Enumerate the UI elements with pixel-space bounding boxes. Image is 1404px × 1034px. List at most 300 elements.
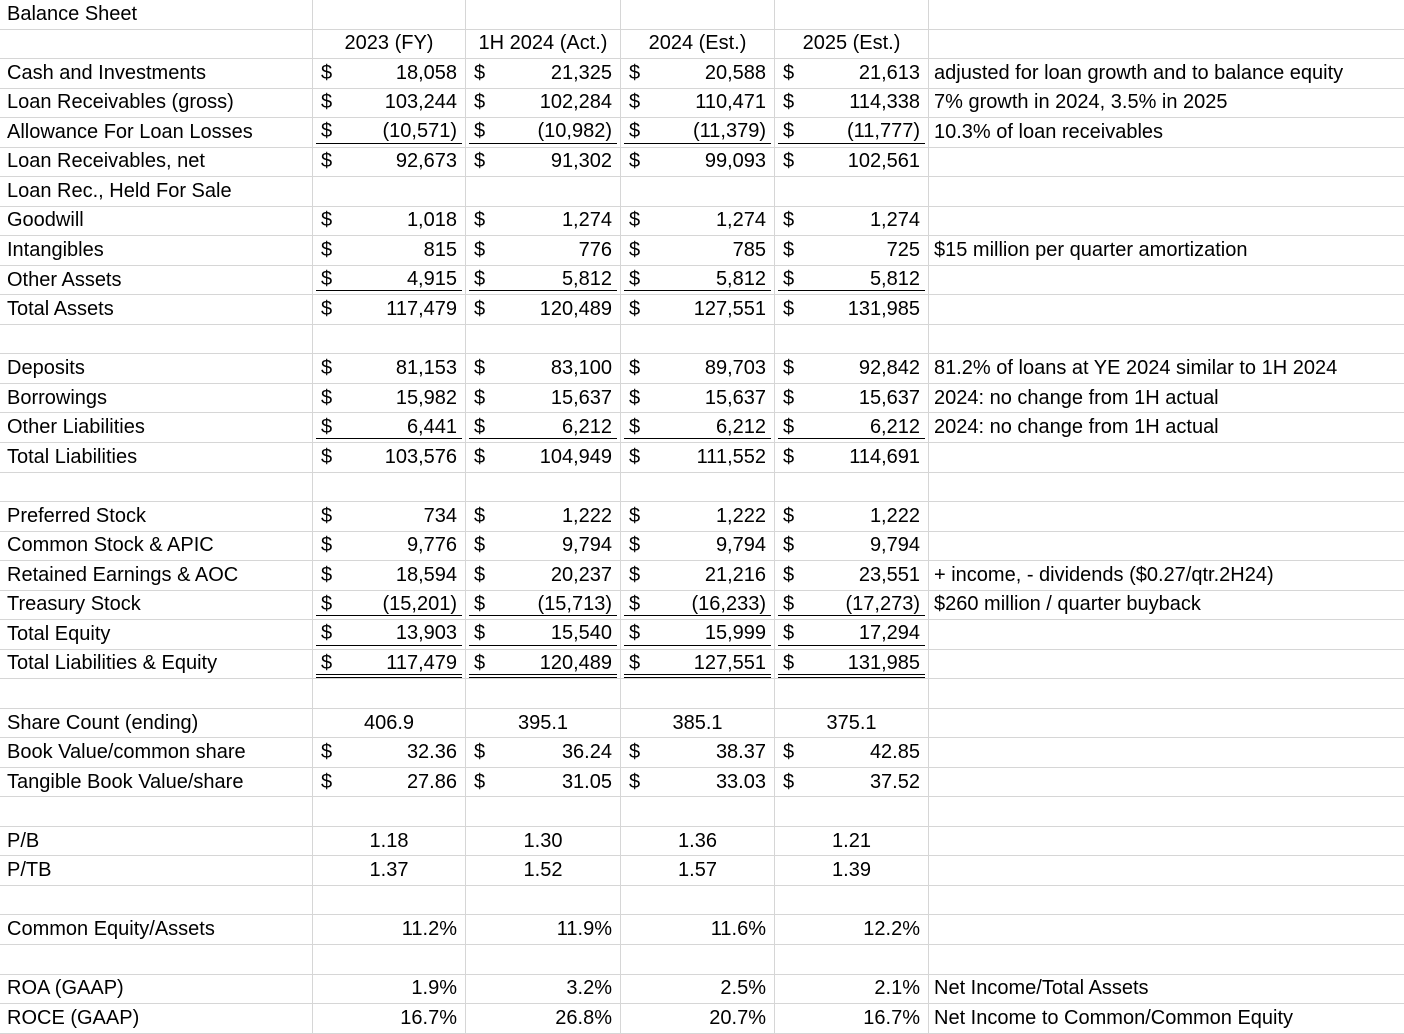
accounting-format-wrap xyxy=(624,269,771,292)
value-cell[interactable] xyxy=(466,118,621,148)
value-cell[interactable] xyxy=(466,591,621,621)
empty-cell[interactable] xyxy=(775,945,929,975)
value-cell[interactable] xyxy=(313,856,466,886)
empty-cell[interactable] xyxy=(621,325,775,355)
value-cell[interactable] xyxy=(775,738,929,768)
row-label-cell[interactable]: Allowance For Loan Losses xyxy=(0,118,313,148)
cell-value: 91,302 xyxy=(550,150,612,173)
accounting-format-wrap xyxy=(624,89,771,118)
accounting-format-wrap xyxy=(469,443,617,472)
value-cell[interactable] xyxy=(775,384,929,414)
empty-note-cell[interactable] xyxy=(929,295,1404,325)
empty-cell[interactable] xyxy=(621,473,775,503)
value-cell[interactable] xyxy=(621,591,775,621)
empty-note-cell[interactable] xyxy=(929,650,1404,680)
column-header[interactable]: 2023 (FY) xyxy=(313,30,466,60)
empty-cell[interactable] xyxy=(775,797,929,827)
value-cell[interactable] xyxy=(621,856,775,886)
value-cell[interactable] xyxy=(775,89,929,119)
value-cell[interactable] xyxy=(621,118,775,148)
empty-cell[interactable] xyxy=(775,0,929,30)
value-cell[interactable] xyxy=(621,502,775,532)
value-cell[interactable] xyxy=(313,384,466,414)
empty-label-cell[interactable] xyxy=(0,945,313,975)
value-cell[interactable] xyxy=(466,975,621,1005)
empty-cell[interactable] xyxy=(775,325,929,355)
value-cell[interactable] xyxy=(775,650,929,680)
value-cell[interactable] xyxy=(313,650,466,680)
row-label-cell[interactable]: Tangible Book Value/share xyxy=(0,768,313,798)
value-cell[interactable] xyxy=(621,561,775,591)
empty-cell[interactable] xyxy=(313,945,466,975)
empty-note-cell[interactable] xyxy=(929,886,1404,916)
accounting-format-wrap xyxy=(469,561,617,590)
value-cell[interactable] xyxy=(775,295,929,325)
sheet-title-cell[interactable]: Balance Sheet xyxy=(0,0,313,30)
dollar-sign: $ xyxy=(321,239,333,262)
row-label-cell[interactable]: Total Equity xyxy=(0,620,313,650)
accounting-format-wrap xyxy=(316,532,462,561)
empty-cell[interactable] xyxy=(621,0,775,30)
note-cell[interactable]: 2024: no change from 1H actual xyxy=(929,384,1404,414)
column-header[interactable]: 1H 2024 (Act.) xyxy=(466,30,621,60)
accounting-format-wrap xyxy=(469,295,617,324)
accounting-format-wrap xyxy=(624,768,771,797)
cell-value: 102,561 xyxy=(847,150,920,173)
value-cell[interactable] xyxy=(466,738,621,768)
accounting-format-wrap xyxy=(624,594,771,617)
value-cell[interactable] xyxy=(775,1004,929,1034)
value-cell[interactable] xyxy=(775,591,929,621)
value-cell[interactable] xyxy=(466,443,621,473)
row-label-cell[interactable]: Preferred Stock xyxy=(0,502,313,532)
cell-value: (11,379) xyxy=(692,120,766,143)
cell-value: 32.36 xyxy=(406,741,457,764)
cell-value: 1.21 xyxy=(832,829,871,852)
cell-value: 20,237 xyxy=(550,563,612,586)
value-cell[interactable] xyxy=(313,148,466,178)
dollar-sign: $ xyxy=(321,386,333,409)
empty-cell[interactable] xyxy=(466,325,621,355)
empty-cell[interactable] xyxy=(621,945,775,975)
dollar-sign: $ xyxy=(321,298,333,321)
value-cell[interactable] xyxy=(313,59,466,89)
value-cell[interactable] xyxy=(621,443,775,473)
cell-value: 38.37 xyxy=(715,741,766,764)
empty-cell[interactable] xyxy=(0,30,313,60)
value-cell[interactable] xyxy=(466,532,621,562)
row-label-cell[interactable]: Total Liabilities xyxy=(0,443,313,473)
empty-note-cell[interactable] xyxy=(929,148,1404,178)
cell-value: 9,794 xyxy=(715,534,766,557)
value-cell[interactable] xyxy=(621,620,775,650)
row-label-cell[interactable]: Book Value/common share xyxy=(0,738,313,768)
value-cell[interactable] xyxy=(466,89,621,119)
note-cell[interactable]: 81.2% of loans at YE 2024 similar to 1H 2024 xyxy=(929,354,1404,384)
accounting-format-wrap xyxy=(316,236,462,265)
cell-value: 5,812 xyxy=(869,268,920,291)
row-label-cell[interactable]: Deposits xyxy=(0,354,313,384)
accounting-format-wrap xyxy=(778,416,925,439)
empty-note-cell[interactable] xyxy=(929,827,1404,857)
empty-note-cell[interactable] xyxy=(929,738,1404,768)
cell-value: 16.7% xyxy=(863,1006,920,1029)
value-cell[interactable] xyxy=(621,177,775,207)
value-cell[interactable] xyxy=(466,709,621,739)
row-label-cell[interactable]: ROA (GAAP) xyxy=(0,975,313,1005)
accounting-format-wrap xyxy=(624,443,771,472)
value-cell[interactable] xyxy=(466,768,621,798)
accounting-format-wrap xyxy=(316,594,462,617)
cell-value: 99,093 xyxy=(704,150,766,173)
value-cell[interactable] xyxy=(621,915,775,945)
accounting-format-wrap xyxy=(469,653,617,676)
empty-note-cell[interactable] xyxy=(929,797,1404,827)
empty-cell[interactable] xyxy=(313,679,466,709)
accounting-format-wrap xyxy=(316,502,462,531)
value-cell[interactable] xyxy=(313,354,466,384)
empty-note-cell[interactable] xyxy=(929,768,1404,798)
value-cell[interactable] xyxy=(621,413,775,443)
value-cell[interactable] xyxy=(313,709,466,739)
dollar-sign: $ xyxy=(629,504,641,527)
value-cell[interactable] xyxy=(621,148,775,178)
row-label-cell[interactable]: Loan Receivables, net xyxy=(0,148,313,178)
value-cell[interactable] xyxy=(466,1004,621,1034)
value-cell[interactable] xyxy=(775,502,929,532)
accounting-format-wrap xyxy=(778,207,925,236)
empty-cell[interactable] xyxy=(466,945,621,975)
row-label-cell[interactable]: Common Stock & APIC xyxy=(0,532,313,562)
empty-note-cell[interactable] xyxy=(929,915,1404,945)
empty-note-cell[interactable] xyxy=(929,266,1404,296)
row-label-cell[interactable]: ROCE (GAAP) xyxy=(0,1004,313,1034)
accounting-format-wrap xyxy=(469,59,617,88)
accounting-format-wrap xyxy=(316,384,462,413)
empty-cell[interactable] xyxy=(775,473,929,503)
value-cell[interactable] xyxy=(313,295,466,325)
cell-value: 1,018 xyxy=(406,209,457,232)
value-cell[interactable] xyxy=(313,532,466,562)
empty-cell[interactable] xyxy=(466,473,621,503)
value-cell[interactable] xyxy=(775,354,929,384)
accounting-format-wrap xyxy=(469,121,617,144)
value-cell[interactable] xyxy=(313,915,466,945)
cell-value: 11.6% xyxy=(710,918,766,941)
empty-note-cell[interactable] xyxy=(929,532,1404,562)
value-cell[interactable] xyxy=(313,827,466,857)
value-cell[interactable] xyxy=(775,915,929,945)
value-cell[interactable] xyxy=(775,561,929,591)
value-cell[interactable] xyxy=(775,207,929,237)
row-label-cell[interactable]: Loan Rec., Held For Sale xyxy=(0,177,313,207)
value-cell[interactable] xyxy=(466,413,621,443)
dollar-sign: $ xyxy=(629,563,641,586)
value-cell[interactable] xyxy=(313,236,466,266)
dollar-sign: $ xyxy=(783,504,795,527)
value-cell[interactable] xyxy=(775,177,929,207)
value-cell[interactable] xyxy=(621,650,775,680)
empty-note-cell[interactable] xyxy=(929,679,1404,709)
value-cell[interactable] xyxy=(313,177,466,207)
row-label-cell[interactable]: Loan Receivables (gross) xyxy=(0,89,313,119)
value-cell[interactable] xyxy=(621,89,775,119)
value-cell[interactable] xyxy=(313,975,466,1005)
empty-label-cell[interactable] xyxy=(0,325,313,355)
value-cell[interactable] xyxy=(775,620,929,650)
value-cell[interactable] xyxy=(621,738,775,768)
empty-cell[interactable] xyxy=(313,0,466,30)
value-cell[interactable] xyxy=(466,856,621,886)
value-cell[interactable] xyxy=(466,177,621,207)
cell-value: 1.39 xyxy=(832,859,871,882)
empty-cell[interactable] xyxy=(313,325,466,355)
row-label-cell[interactable]: Other Assets xyxy=(0,266,313,296)
empty-note-cell[interactable] xyxy=(929,325,1404,355)
value-cell[interactable] xyxy=(775,118,929,148)
dollar-sign: $ xyxy=(474,386,486,409)
note-cell[interactable]: adjusted for loan growth and to balance equity xyxy=(929,59,1404,89)
note-cell[interactable]: 10.3% of loan receivables xyxy=(929,118,1404,148)
value-cell[interactable] xyxy=(466,561,621,591)
value-cell[interactable] xyxy=(775,148,929,178)
empty-cell[interactable] xyxy=(929,30,1404,60)
accounting-format-wrap xyxy=(624,416,771,439)
empty-label-cell[interactable] xyxy=(0,473,313,503)
empty-note-cell[interactable] xyxy=(929,502,1404,532)
empty-cell[interactable] xyxy=(313,797,466,827)
accounting-format-wrap xyxy=(624,59,771,88)
value-cell[interactable] xyxy=(466,502,621,532)
dollar-sign: $ xyxy=(629,268,641,291)
row-label-cell[interactable]: Cash and Investments xyxy=(0,59,313,89)
note-cell[interactable]: 7% growth in 2024, 3.5% in 2025 xyxy=(929,89,1404,119)
value-cell[interactable] xyxy=(775,709,929,739)
value-cell[interactable] xyxy=(466,915,621,945)
dollar-sign: $ xyxy=(321,534,333,557)
value-cell[interactable] xyxy=(621,1004,775,1034)
value-cell[interactable] xyxy=(775,532,929,562)
value-cell[interactable] xyxy=(466,207,621,237)
value-cell[interactable] xyxy=(621,295,775,325)
accounting-format-wrap xyxy=(316,443,462,472)
value-cell[interactable] xyxy=(775,59,929,89)
value-cell[interactable] xyxy=(466,384,621,414)
accounting-format-wrap xyxy=(778,768,925,797)
row-label-cell[interactable]: P/B xyxy=(0,827,313,857)
column-header[interactable]: 2024 (Est.) xyxy=(621,30,775,60)
value-cell[interactable] xyxy=(313,413,466,443)
value-cell[interactable] xyxy=(621,384,775,414)
value-cell[interactable] xyxy=(466,266,621,296)
accounting-format-wrap xyxy=(316,269,462,292)
cell-value: 1,222 xyxy=(715,504,766,527)
note-cell[interactable]: + income, - dividends ($0.27/qtr.2H24) xyxy=(929,561,1404,591)
note-cell[interactable]: $15 million per quarter amortization xyxy=(929,236,1404,266)
dollar-sign: $ xyxy=(474,91,486,114)
cell-value: 2.5% xyxy=(720,977,766,1000)
dollar-sign: $ xyxy=(783,770,795,793)
value-cell[interactable] xyxy=(775,236,929,266)
row-label-cell[interactable]: Goodwill xyxy=(0,207,313,237)
accounting-format-wrap xyxy=(778,653,925,676)
empty-note-cell[interactable] xyxy=(929,620,1404,650)
value-cell[interactable] xyxy=(313,620,466,650)
cell-value: 406.9 xyxy=(363,711,415,734)
accounting-format-wrap xyxy=(469,269,617,292)
cell-value: 5,812 xyxy=(561,268,612,291)
empty-note-cell[interactable] xyxy=(929,856,1404,886)
value-cell[interactable] xyxy=(621,59,775,89)
cell-value: 117,479 xyxy=(386,651,457,674)
cell-value: 6,212 xyxy=(869,415,920,438)
note-cell[interactable]: Net Income/Total Assets xyxy=(929,975,1404,1005)
cell-value: 103,576 xyxy=(384,445,457,468)
value-cell[interactable] xyxy=(313,768,466,798)
accounting-format-wrap xyxy=(624,502,771,531)
value-cell[interactable] xyxy=(775,413,929,443)
empty-cell[interactable] xyxy=(775,679,929,709)
empty-note-cell[interactable] xyxy=(929,945,1404,975)
value-cell[interactable] xyxy=(466,295,621,325)
cell-value: 11.9% xyxy=(556,918,612,941)
value-cell[interactable] xyxy=(466,236,621,266)
value-cell[interactable] xyxy=(313,1004,466,1034)
value-cell[interactable] xyxy=(313,591,466,621)
value-cell[interactable] xyxy=(313,502,466,532)
empty-note-cell[interactable] xyxy=(929,709,1404,739)
dollar-sign: $ xyxy=(783,415,795,438)
empty-cell[interactable] xyxy=(466,886,621,916)
value-cell[interactable] xyxy=(621,354,775,384)
accounting-format-wrap xyxy=(316,295,462,324)
row-label-cell[interactable]: Intangibles xyxy=(0,236,313,266)
value-cell[interactable] xyxy=(775,827,929,857)
accounting-format-wrap xyxy=(469,623,617,646)
dollar-sign: $ xyxy=(629,209,641,232)
cell-value: 23,551 xyxy=(858,563,920,586)
value-cell[interactable] xyxy=(313,443,466,473)
value-cell[interactable] xyxy=(466,620,621,650)
note-cell[interactable]: $260 million / quarter buyback xyxy=(929,591,1404,621)
accounting-format-wrap xyxy=(316,768,462,797)
dollar-sign: $ xyxy=(629,770,641,793)
value-cell[interactable] xyxy=(313,89,466,119)
empty-cell[interactable] xyxy=(775,886,929,916)
value-cell[interactable] xyxy=(621,532,775,562)
cell-value: 1.36 xyxy=(678,829,717,852)
row-label-cell[interactable]: Retained Earnings & AOC xyxy=(0,561,313,591)
row-label-cell[interactable]: Treasury Stock xyxy=(0,591,313,621)
cell-value: 15,637 xyxy=(550,386,612,409)
value-cell[interactable] xyxy=(621,236,775,266)
cell-value: 4,915 xyxy=(406,268,457,291)
empty-note-cell[interactable] xyxy=(929,473,1404,503)
row-label-cell[interactable]: Share Count (ending) xyxy=(0,709,313,739)
value-cell[interactable] xyxy=(621,975,775,1005)
row-label-cell[interactable]: Borrowings xyxy=(0,384,313,414)
value-cell[interactable] xyxy=(466,354,621,384)
accounting-format-wrap xyxy=(469,502,617,531)
row-label-cell[interactable]: Common Equity/Assets xyxy=(0,915,313,945)
value-cell[interactable] xyxy=(466,59,621,89)
cell-value: (10,571) xyxy=(382,120,457,143)
value-cell[interactable] xyxy=(466,650,621,680)
empty-label-cell[interactable] xyxy=(0,679,313,709)
empty-cell[interactable] xyxy=(929,0,1404,30)
value-cell[interactable] xyxy=(313,561,466,591)
empty-note-cell[interactable] xyxy=(929,177,1404,207)
cell-value: 18,594 xyxy=(395,563,457,586)
cell-value: 111,552 xyxy=(696,445,766,468)
row-label-cell[interactable]: Total Liabilities & Equity xyxy=(0,650,313,680)
column-header[interactable]: 2025 (Est.) xyxy=(775,30,929,60)
value-cell[interactable] xyxy=(466,148,621,178)
accounting-format-wrap xyxy=(469,532,617,561)
value-cell[interactable] xyxy=(775,768,929,798)
empty-cell[interactable] xyxy=(621,679,775,709)
accounting-format-wrap xyxy=(624,738,771,767)
dollar-sign: $ xyxy=(783,268,795,291)
value-cell[interactable] xyxy=(621,207,775,237)
empty-note-cell[interactable] xyxy=(929,207,1404,237)
empty-cell[interactable] xyxy=(313,473,466,503)
value-cell[interactable] xyxy=(621,827,775,857)
cell-value: 42.85 xyxy=(869,741,920,764)
cell-value: 15,540 xyxy=(550,622,612,645)
dollar-sign: $ xyxy=(629,61,641,84)
value-cell[interactable] xyxy=(313,266,466,296)
value-cell[interactable] xyxy=(621,768,775,798)
empty-cell[interactable] xyxy=(313,886,466,916)
row-label-cell[interactable]: Total Assets xyxy=(0,295,313,325)
accounting-format-wrap xyxy=(778,89,925,118)
value-cell[interactable] xyxy=(621,709,775,739)
value-cell[interactable] xyxy=(621,266,775,296)
value-cell[interactable] xyxy=(313,207,466,237)
empty-note-cell[interactable] xyxy=(929,443,1404,473)
empty-cell[interactable] xyxy=(466,0,621,30)
accounting-format-wrap xyxy=(316,177,462,206)
empty-cell[interactable] xyxy=(621,797,775,827)
accounting-format-wrap xyxy=(469,354,617,383)
dollar-sign: $ xyxy=(783,534,795,557)
accounting-format-wrap xyxy=(778,121,925,144)
cell-value: 92,842 xyxy=(858,357,920,380)
cell-value: 1,222 xyxy=(561,504,612,527)
empty-label-cell[interactable] xyxy=(0,797,313,827)
row-label-cell[interactable]: Other Liabilities xyxy=(0,413,313,443)
value-cell[interactable] xyxy=(775,266,929,296)
empty-cell[interactable] xyxy=(466,679,621,709)
value-cell[interactable] xyxy=(775,443,929,473)
cell-value: 1,222 xyxy=(869,504,920,527)
cell-value: 102,284 xyxy=(539,91,612,114)
value-cell[interactable] xyxy=(313,738,466,768)
note-cell[interactable]: Net Income to Common/Common Equity xyxy=(929,1004,1404,1034)
empty-cell[interactable] xyxy=(466,797,621,827)
note-cell[interactable]: 2024: no change from 1H actual xyxy=(929,413,1404,443)
value-cell[interactable] xyxy=(466,827,621,857)
dollar-sign: $ xyxy=(321,741,333,764)
value-cell[interactable] xyxy=(313,118,466,148)
value-cell[interactable] xyxy=(775,975,929,1005)
empty-label-cell[interactable] xyxy=(0,886,313,916)
row-label-cell[interactable]: P/TB xyxy=(0,856,313,886)
dollar-sign: $ xyxy=(783,209,795,232)
empty-cell[interactable] xyxy=(621,886,775,916)
value-cell[interactable] xyxy=(775,856,929,886)
